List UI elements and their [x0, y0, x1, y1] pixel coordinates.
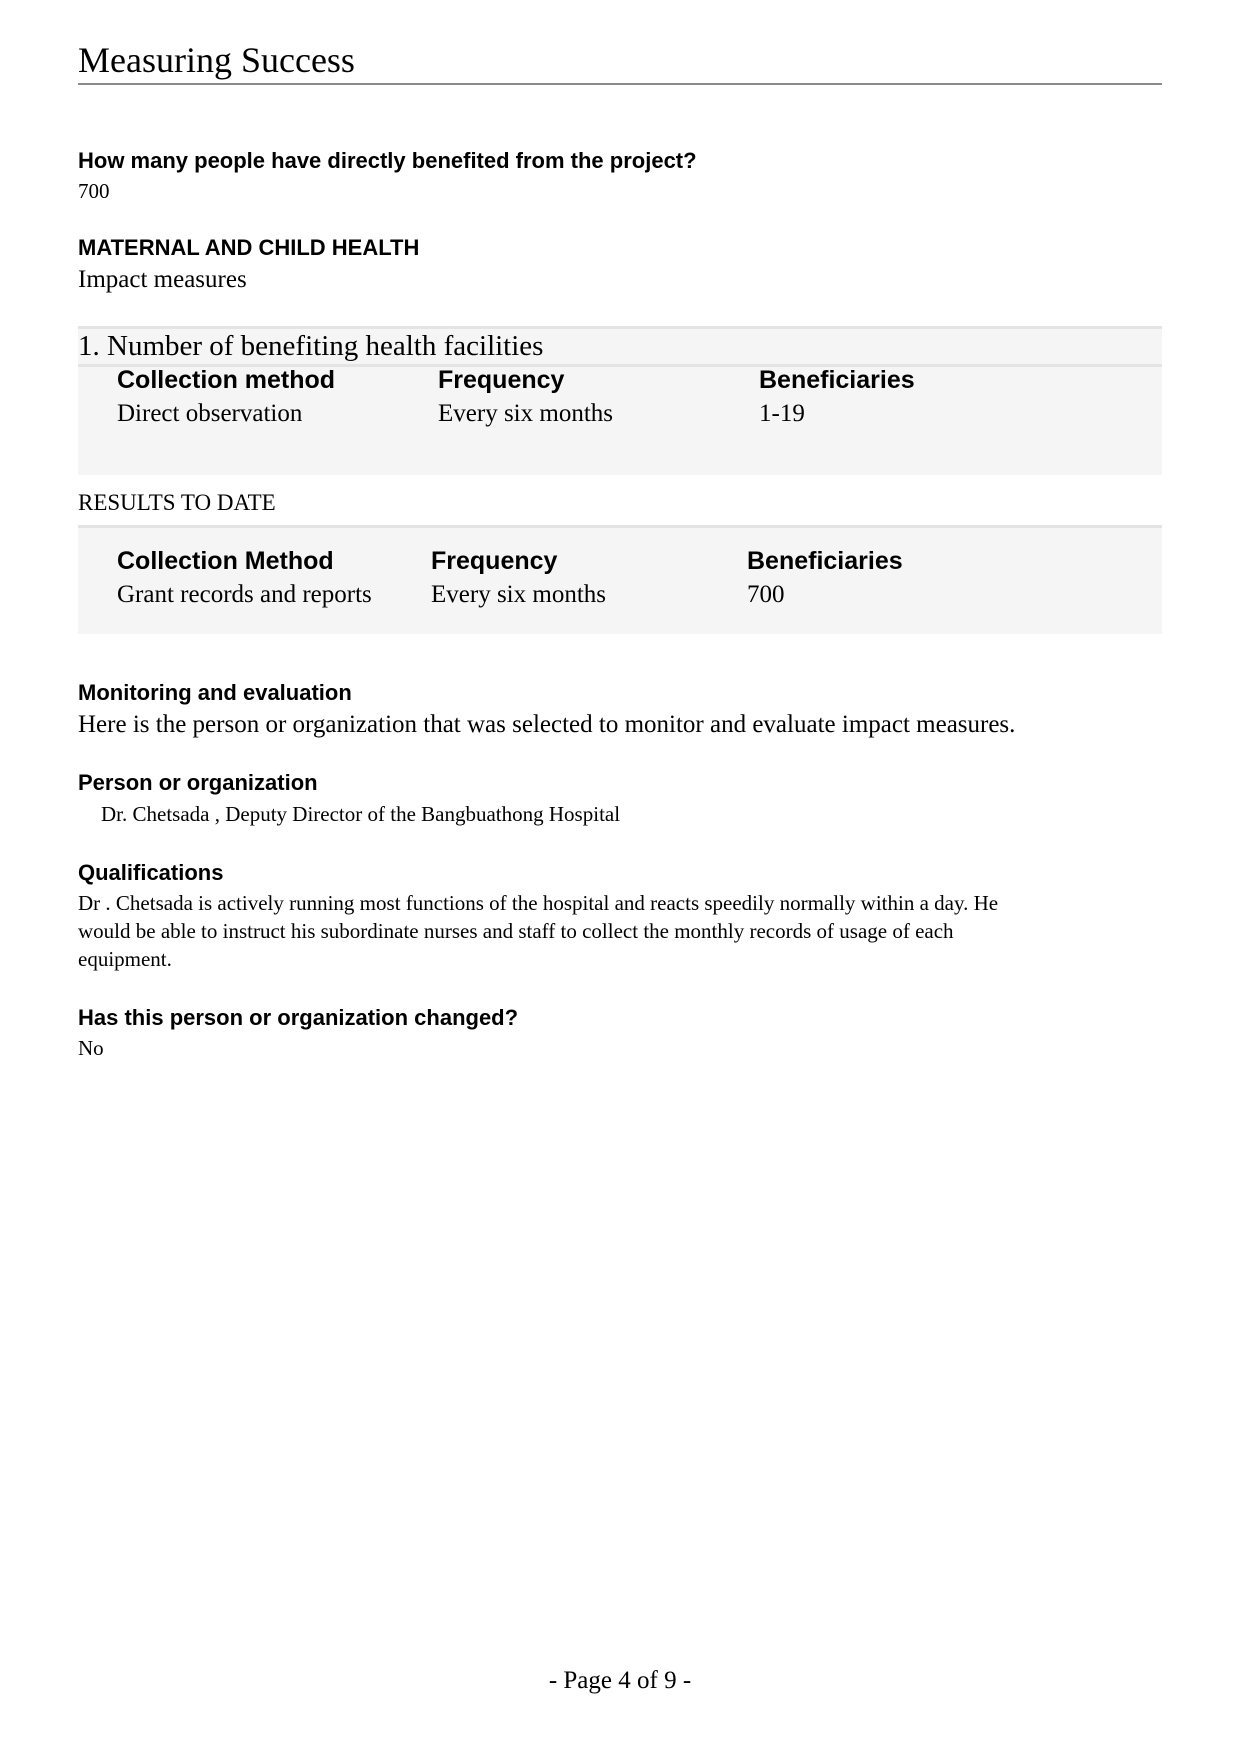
- qualifications-line: Dr . Chetsada is actively running most functions of the hospital and reacts speedily normally within a day. He: [78, 891, 999, 915]
- page-footer: - Page 4 of 9 -: [548, 1667, 692, 1694]
- impact-measure-col-collection: Collection method: [117, 366, 336, 394]
- beneficiaries-question-value: 700: [78, 179, 110, 203]
- qualifications-line: would be able to instruct his subordinate nurses and staff to collect the monthly records of usage of each: [78, 919, 954, 943]
- page-title: Measuring Success: [78, 40, 355, 80]
- changed-value: No: [78, 1036, 104, 1060]
- person-value: Dr. Chetsada , Deputy Director of the Bangbuathong Hospital: [101, 802, 621, 826]
- results-frequency-value: Every six months: [431, 581, 606, 608]
- focus-area-subheading: Impact measures: [78, 266, 247, 293]
- results-collection-value: Grant records and reports: [117, 581, 372, 608]
- impact-measure-frequency-value: Every six months: [438, 400, 613, 427]
- impact-measure-col-beneficiaries: Beneficiaries: [759, 366, 915, 394]
- monitoring-description: Here is the person or organization that was selected to monitor and evaluate impact measures.: [78, 711, 1016, 738]
- impact-measure-title: 1. Number of benefiting health facilities: [78, 330, 544, 362]
- impact-measure-col-frequency: Frequency: [438, 366, 565, 394]
- changed-label: Has this person or organization changed?: [78, 1005, 519, 1030]
- results-beneficiaries-value: 700: [747, 581, 785, 608]
- focus-area-heading: MATERNAL AND CHILD HEALTH: [78, 235, 420, 260]
- title-divider: [78, 83, 1162, 85]
- results-col-frequency: Frequency: [431, 547, 558, 575]
- results-col-collection: Collection Method: [117, 547, 334, 575]
- beneficiaries-question-label: How many people have directly benefited from the project?: [78, 148, 697, 173]
- impact-measure-beneficiaries-value: 1-19: [759, 400, 805, 427]
- qualifications-line: equipment.: [78, 947, 172, 971]
- person-label: Person or organization: [78, 770, 318, 795]
- results-to-date-heading: RESULTS TO DATE: [78, 490, 276, 515]
- qualifications-label: Qualifications: [78, 860, 224, 885]
- results-col-beneficiaries: Beneficiaries: [747, 547, 903, 575]
- monitoring-heading: Monitoring and evaluation: [78, 680, 352, 705]
- impact-measure-collection-value: Direct observation: [117, 400, 303, 427]
